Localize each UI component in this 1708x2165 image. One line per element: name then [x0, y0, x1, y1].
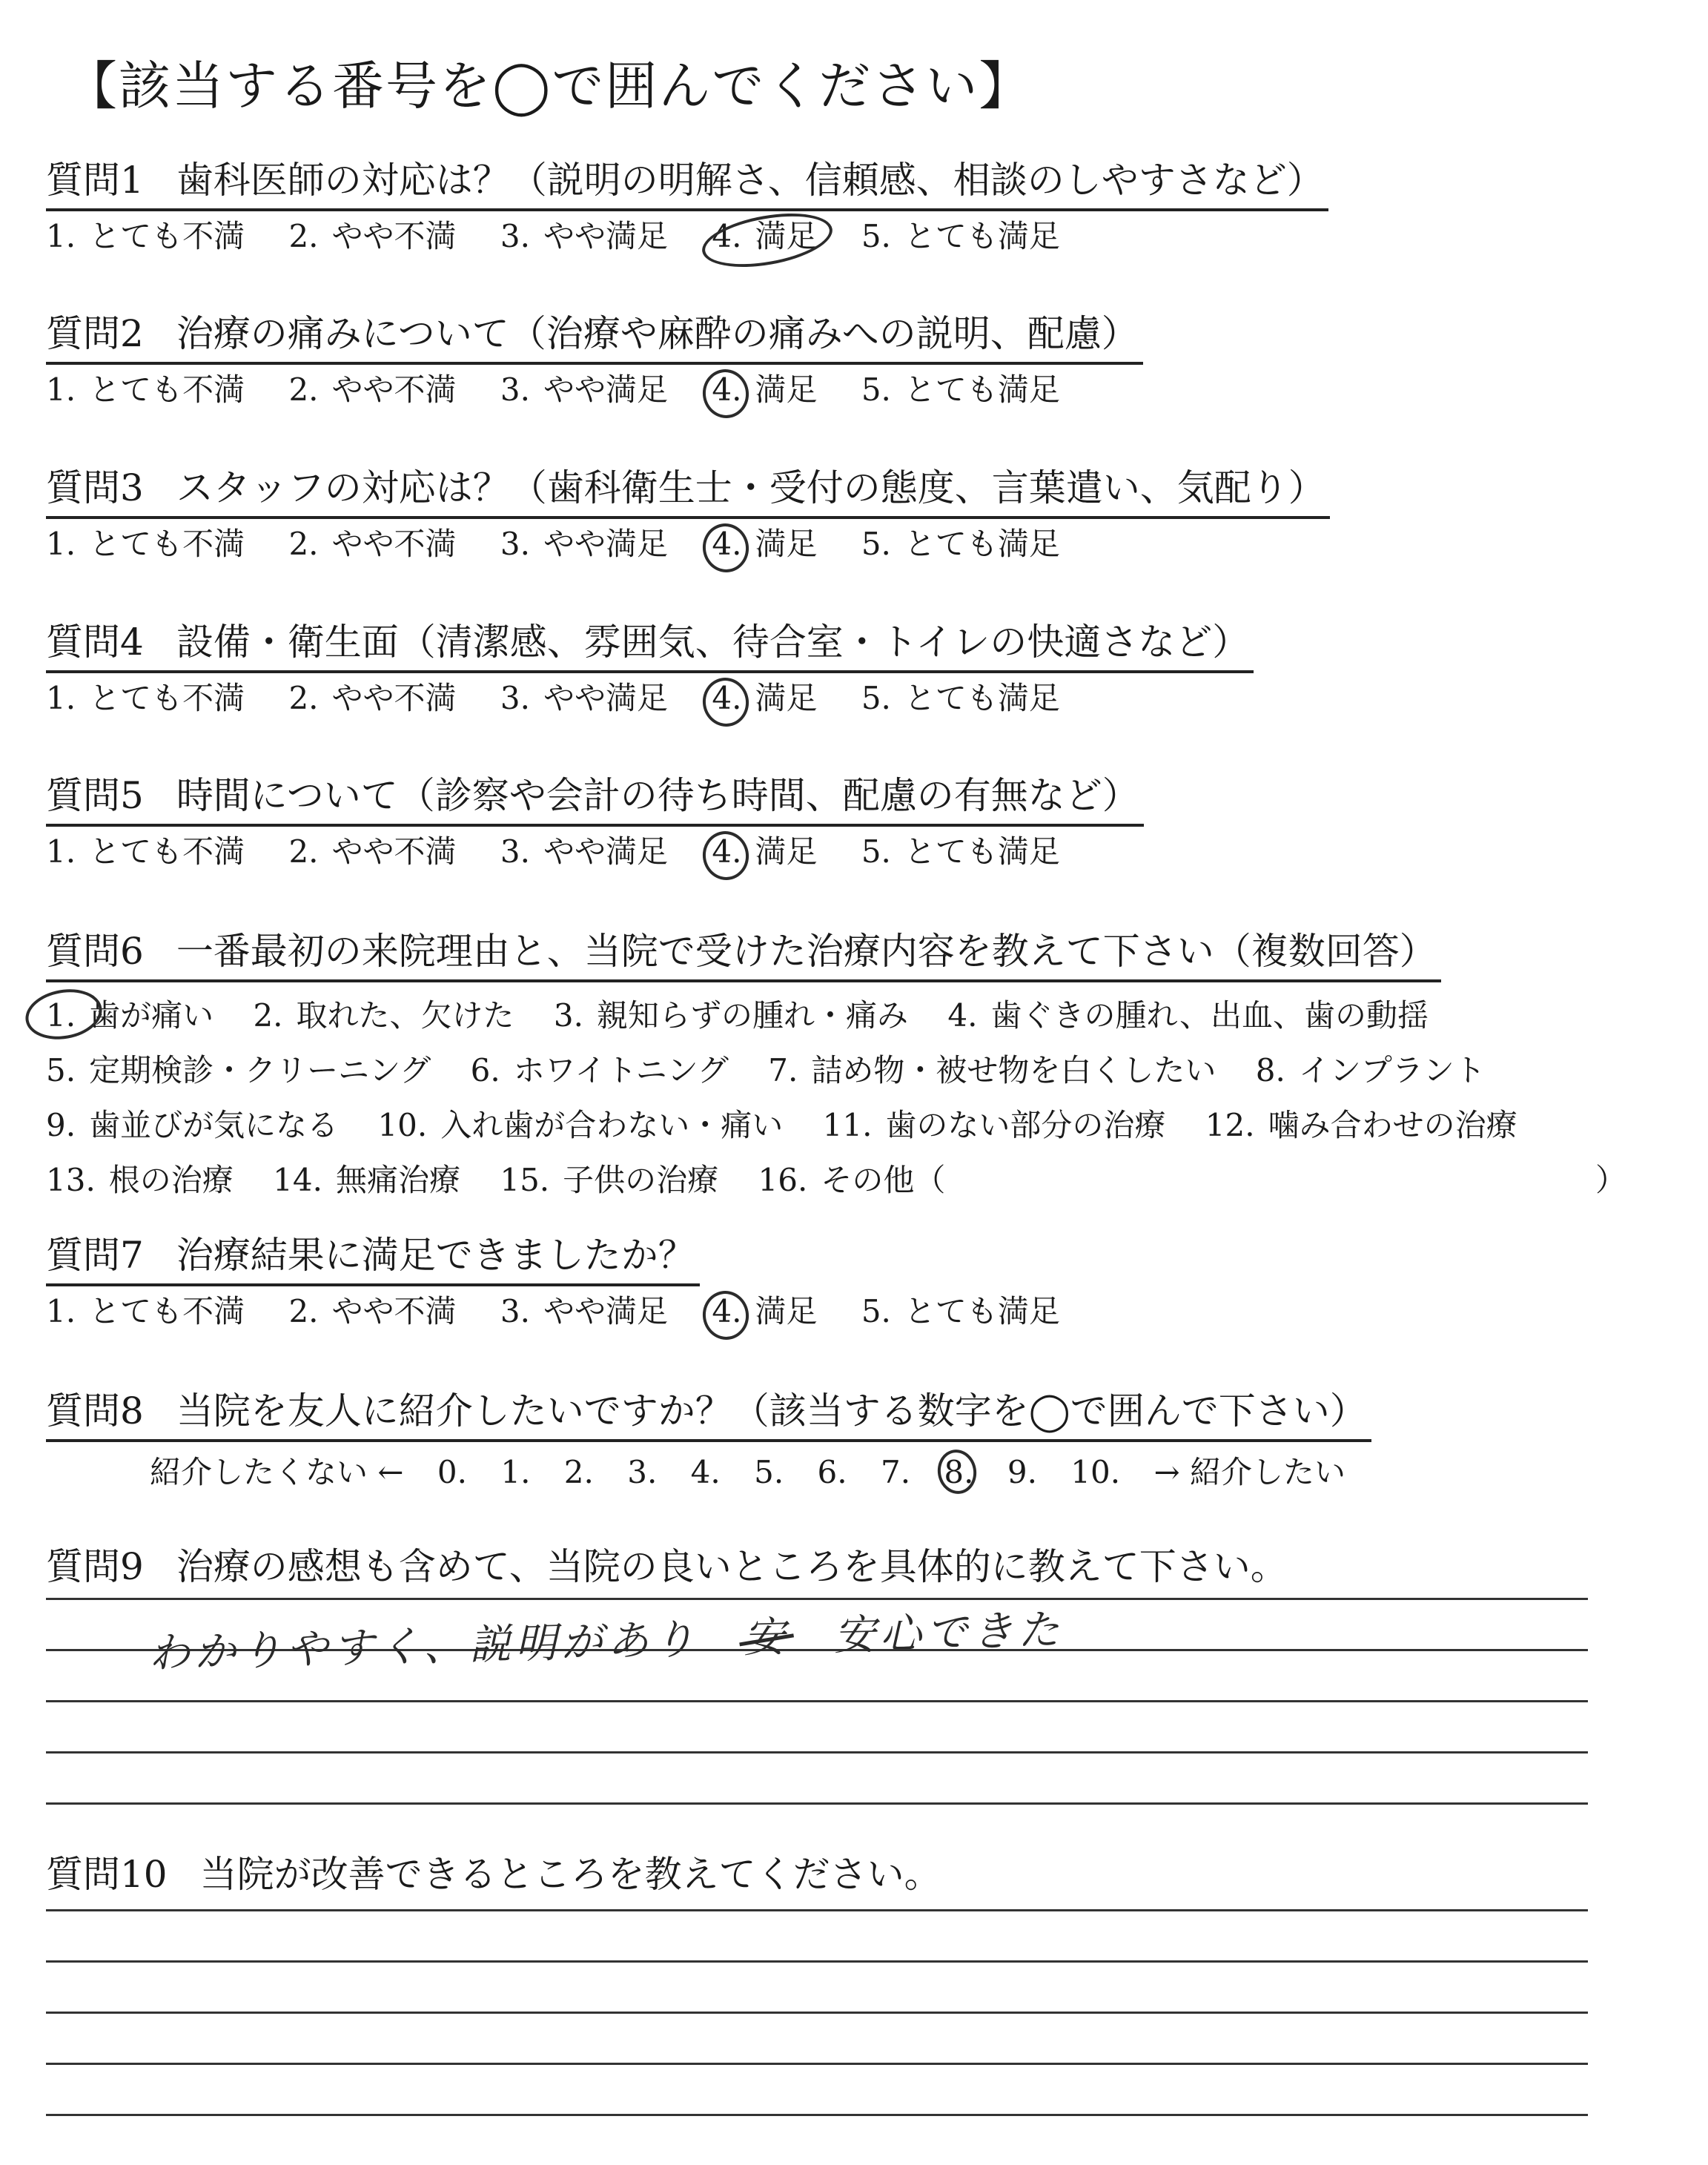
option-5[interactable]: 5. とても満足 [861, 371, 1060, 408]
option-4-selected[interactable]: 4. 満足 [712, 522, 817, 566]
scale-4[interactable]: 4. [690, 1454, 721, 1490]
option-1[interactable]: 1. とても不満 [46, 371, 245, 408]
option-3[interactable]: 3. やや満足 [500, 1293, 668, 1329]
answer-line [46, 2114, 1588, 2116]
treatment-5[interactable]: 5. 定期検診・クリーニング [46, 1052, 431, 1088]
question-2 [46, 305, 1677, 412]
option-3[interactable]: 3. やや満足 [500, 371, 668, 408]
option-5[interactable]: 5. とても満足 [861, 680, 1060, 716]
treatment-3[interactable]: 3. 親知らずの腫れ・痛み [553, 997, 908, 1034]
treatment-1-selected[interactable]: 1. 歯が痛い [46, 988, 214, 1043]
rating-options [46, 522, 1677, 566]
option-5[interactable]: 5. とても満足 [861, 1293, 1060, 1329]
answer-line [46, 1751, 1588, 1754]
option-1[interactable]: 1. とても不満 [46, 526, 245, 562]
scale-7[interactable]: 7. [880, 1454, 911, 1490]
option-2[interactable]: 2. やや不満 [288, 1293, 457, 1329]
question-4 [46, 614, 1677, 721]
question-9-title: 質問9 治療の感想も含めて、当院の良いところを具体的に教えて下さい。 [46, 1545, 1288, 1588]
question-5 [46, 767, 1677, 874]
question-8-title: 質問8 当院を友人に紹介したいですか？（該当する数字を◯で囲んで下さい） [46, 1383, 1371, 1442]
question-6 [46, 923, 1677, 1208]
question-8 [46, 1383, 1677, 1497]
scale-10[interactable]: 10. [1070, 1454, 1121, 1490]
scale-left-label: 紹介したくない ← [150, 1454, 404, 1490]
rating-options [46, 830, 1677, 874]
option-1[interactable]: 1. とても不満 [46, 218, 245, 254]
question-10-title: 質問10 当院が改善できるところを教えてください。 [46, 1853, 941, 1896]
rating-options [46, 368, 1677, 412]
answer-line [46, 1598, 1588, 1600]
option-4-selected[interactable]: 4. 満足 [712, 368, 817, 412]
treatment-9[interactable]: 9. 歯並びが気になる [46, 1107, 339, 1143]
scale-0[interactable]: 0. [437, 1454, 467, 1490]
treatment-7[interactable]: 7. 詰め物・被せ物を白くしたい [768, 1052, 1217, 1088]
option-3[interactable]: 3. やや満足 [500, 218, 668, 254]
answer-line [46, 1802, 1588, 1805]
question-9 [46, 1538, 1677, 1595]
question-7 [46, 1227, 1677, 1334]
instruction-header: 【該当する番号を◯で囲んでください】 [65, 56, 1033, 116]
treatment-row-2 [46, 1043, 1677, 1098]
treatment-row-1 [46, 988, 1677, 1043]
option-1[interactable]: 1. とても不満 [46, 1293, 245, 1329]
scale-5[interactable]: 5. [754, 1454, 784, 1490]
struck-out-character: 安 [743, 1613, 790, 1663]
answer-line [46, 1909, 1588, 1911]
option-3[interactable]: 3. やや満足 [500, 680, 668, 716]
question-3 [46, 460, 1677, 566]
treatment-2[interactable]: 2. 取れた、欠けた [253, 997, 514, 1034]
treatment-4[interactable]: 4. 歯ぐきの腫れ、出血、歯の動揺 [947, 997, 1429, 1034]
question-1 [46, 152, 1677, 259]
option-2[interactable]: 2. やや不満 [288, 218, 457, 254]
question-text: 歯科医師の対応は？（説明の明解さ、信頼感、相談のしやすさなど） [176, 159, 1324, 202]
scale-2[interactable]: 2. [563, 1454, 594, 1490]
treatment-16-other[interactable]: 16. その他（ [758, 1162, 946, 1198]
treatment-6[interactable]: 6. ホワイトニング [470, 1052, 729, 1088]
question-10 [46, 1846, 1677, 1903]
treatment-11[interactable]: 11. 歯のない部分の治療 [822, 1107, 1166, 1143]
option-2[interactable]: 2. やや不満 [288, 526, 457, 562]
option-4-selected[interactable]: 4. 満足 [712, 214, 817, 259]
question-7-title: 質問7 治療結果に満足できましたか？ [46, 1227, 700, 1286]
treatment-10[interactable]: 10. 入れ歯が合わない・痛い [377, 1107, 784, 1143]
question-number: 質問1 [46, 159, 144, 202]
treatment-8[interactable]: 8. インプラント [1255, 1052, 1486, 1088]
recommend-scale [150, 1448, 1677, 1497]
option-2[interactable]: 2. やや不満 [288, 371, 457, 408]
option-3[interactable]: 3. やや満足 [500, 833, 668, 870]
rating-options [46, 676, 1677, 721]
option-2[interactable]: 2. やや不満 [288, 833, 457, 870]
scale-1[interactable]: 1. [500, 1454, 531, 1490]
option-4-selected[interactable]: 4. 満足 [712, 1289, 817, 1334]
question-6-title: 質問6 一番最初の来院理由と、当院で受けた治療内容を教えて下さい（複数回答） [46, 923, 1441, 982]
question-3-title: 質問3 スタッフの対応は？（歯科衛生士・受付の態度、言葉遣い、気配り） [46, 460, 1330, 519]
answer-line [46, 2063, 1588, 2065]
scale-9[interactable]: 9. [1007, 1454, 1037, 1490]
answer-line [46, 1960, 1588, 1963]
option-4-selected[interactable]: 4. 満足 [712, 830, 817, 874]
scale-right-label: → 紹介したい [1153, 1454, 1345, 1490]
scale-8-selected[interactable]: 8. [944, 1448, 973, 1497]
option-5[interactable]: 5. とても満足 [861, 218, 1060, 254]
option-4-selected[interactable]: 4. 満足 [712, 676, 817, 721]
treatment-row-3 [46, 1098, 1677, 1153]
rating-options [46, 214, 1677, 259]
answer-line [46, 1700, 1588, 1702]
option-2[interactable]: 2. やや不満 [288, 680, 457, 716]
question-2-title: 質問2 治療の痛みについて（治療や麻酔の痛みへの説明、配慮） [46, 305, 1143, 365]
treatment-12[interactable]: 12. 噛み合わせの治療 [1205, 1107, 1517, 1143]
scale-6[interactable]: 6. [817, 1454, 847, 1490]
other-close-paren: ） [1595, 1162, 1627, 1198]
scale-3[interactable]: 3. [627, 1454, 658, 1490]
treatment-14[interactable]: 14. 無痛治療 [273, 1162, 460, 1198]
question-5-title: 質問5 時間について（診察や会計の待ち時間、配慮の有無など） [46, 767, 1144, 827]
treatment-row-4 [46, 1153, 1677, 1208]
q9-handwritten-answer: わかりやすく、説明があり 安 安心できた [148, 1605, 1065, 1679]
rating-options [46, 1289, 1677, 1334]
treatment-13[interactable]: 13. 根の治療 [46, 1162, 234, 1198]
q10-answer-lines[interactable] [46, 1909, 1588, 2165]
option-5[interactable]: 5. とても満足 [861, 526, 1060, 562]
option-1[interactable]: 1. とても不満 [46, 833, 245, 870]
question-1-title [46, 152, 1328, 211]
answer-line [46, 2012, 1588, 2014]
option-1[interactable]: 1. とても不満 [46, 680, 245, 716]
option-3[interactable]: 3. やや満足 [500, 526, 668, 562]
treatment-15[interactable]: 15. 子供の治療 [500, 1162, 719, 1198]
option-5[interactable]: 5. とても満足 [861, 833, 1060, 870]
treatment-options [46, 988, 1677, 1208]
question-4-title: 質問4 設備・衛生面（清潔感、雰囲気、待合室・トイレの快適さなど） [46, 614, 1254, 673]
